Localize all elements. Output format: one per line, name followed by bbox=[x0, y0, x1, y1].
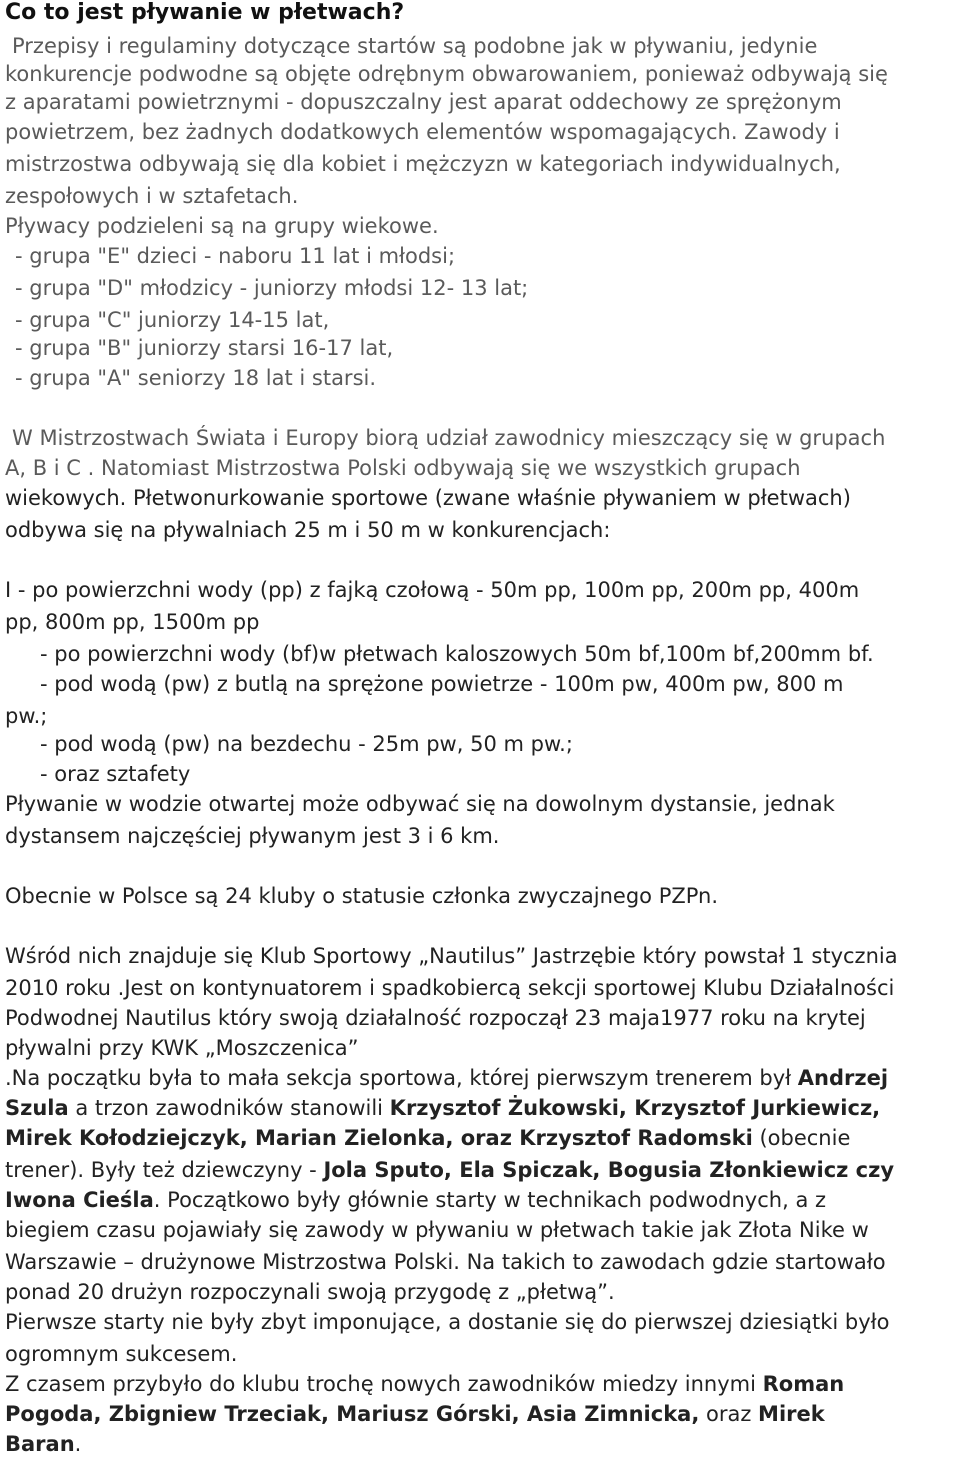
person-name: Szula bbox=[5, 1096, 69, 1120]
history-text: . bbox=[74, 1432, 82, 1456]
championships-line: wiekowych. Płetwonurkowanie sportowe (zwane właśnie pływaniem w płetwach) bbox=[5, 486, 851, 510]
history-line: biegiem czasu pojawiały się zawody w pływaniu w płetwach takie jak Złota Nike w bbox=[5, 1218, 869, 1242]
history-text: . Początkowo były głównie starty w technikach podwodnych, a z bbox=[153, 1188, 827, 1212]
history-line bbox=[5, 1372, 844, 1396]
history-text: Z czasem przybyło do klubu trochę nowych zawodników miedzy innymi bbox=[5, 1372, 763, 1396]
history-text: (obecnie bbox=[752, 1126, 851, 1150]
history-line bbox=[5, 1432, 81, 1456]
open-water-line: Pływanie w wodzie otwartej może odbywać się na dowolnym dystansie, jednak bbox=[5, 792, 835, 816]
nautilus-line: pływalni przy KWK „Moszczenica” bbox=[5, 1036, 359, 1060]
intro-line: powietrzem, bez żadnych dodatkowych elementów wspomagających. Zawody i bbox=[5, 120, 840, 144]
person-names: Jola Sputo, Ela Spiczak, Bogusia Złonkiewicz czy bbox=[323, 1158, 895, 1182]
intro-line: Przepisy i regulaminy dotyczące startów są podobne jak w pływaniu, jedynie bbox=[12, 34, 818, 58]
nautilus-line: 2010 roku .Jest on kontynuatorem i spadkobiercą sekcji sportowej Klubu Działalności bbox=[5, 976, 895, 1000]
page-title: Co to jest pływanie w płetwach? bbox=[5, 0, 405, 25]
clubs-paragraph: Obecnie w Polsce są 24 kluby o statusie członka zwyczajnego PZPn. bbox=[5, 884, 719, 908]
nautilus-line: Wśród nich znajduje się Klub Sportowy „Nautilus” Jastrzębie który powstał 1 stycznia bbox=[5, 944, 898, 968]
competition-line: - pod wodą (pw) z butlą na sprężone powietrze - 100m pw, 400m pw, 800 m bbox=[40, 672, 844, 696]
person-name: Mirek bbox=[758, 1402, 825, 1426]
history-text: trener). Były też dziewczyny - bbox=[5, 1158, 324, 1182]
history-line bbox=[5, 1126, 850, 1150]
person-name: Baran bbox=[5, 1432, 75, 1456]
open-water-line: dystansem najczęściej pływanym jest 3 i 6 km. bbox=[5, 824, 500, 848]
competition-line: I - po powierzchni wody (pp) z fajką czołową - 50m pp, 100m pp, 200m pp, 400m bbox=[5, 578, 860, 602]
history-text: oraz bbox=[699, 1402, 759, 1426]
history-line bbox=[5, 1402, 825, 1426]
intro-line: Pływacy podzieleni są na grupy wiekowe. bbox=[5, 214, 439, 238]
age-group-item: - grupa "E" dzieci - naboru 11 lat i młodsi; bbox=[15, 244, 456, 268]
person-name: Iwona Cieśla bbox=[5, 1188, 154, 1212]
championships-line: W Mistrzostwach Świata i Europy biorą udział zawodnicy mieszczący się w grupach bbox=[12, 426, 886, 450]
competition-line: - po powierzchni wody (bf)w płetwach kaloszowych 50m bf,100m bf,200mm bf. bbox=[40, 642, 874, 666]
history-text: .Na początku była to mała sekcja sportowa, której pierwszym trenerem był bbox=[5, 1066, 798, 1090]
person-name: Roman bbox=[762, 1372, 845, 1396]
competition-line: - oraz sztafety bbox=[40, 762, 191, 786]
person-names: Mirek Kołodziejczyk, Marian Zielonka, oraz Krzysztof Radomski bbox=[5, 1126, 753, 1150]
history-line: ponad 20 drużyn rozpoczynali swoją przygodę z „płetwą”. bbox=[5, 1280, 615, 1304]
age-group-item: - grupa "C" juniorzy 14-15 lat, bbox=[15, 308, 330, 332]
age-group-item: - grupa "A" seniorzy 18 lat i starsi. bbox=[15, 366, 377, 390]
intro-line: konkurencje podwodne są objęte odrębnym obwarowaniem, ponieważ odbywają się bbox=[5, 62, 888, 86]
intro-line: mistrzostwa odbywają się dla kobiet i mężczyzn w kategoriach indywidualnych, bbox=[5, 152, 841, 176]
history-line bbox=[5, 1188, 826, 1212]
history-line: Pierwsze starty nie były zbyt imponujące, a dostanie się do pierwszej dziesiątki było bbox=[5, 1310, 890, 1334]
history-text: a trzon zawodników stanowili bbox=[68, 1096, 390, 1120]
competition-line: - pod wodą (pw) na bezdechu - 25m pw, 50 m pw.; bbox=[40, 732, 573, 756]
nautilus-line: Podwodnej Nautilus który swoją działalność rozpoczął 23 maja1977 roku na krytej bbox=[5, 1006, 866, 1030]
championships-line: odbywa się na pływalniach 25 m i 50 m w konkurencjach: bbox=[5, 518, 611, 542]
competition-line: pw.; bbox=[5, 704, 48, 728]
person-names: Pogoda, Zbigniew Trzeciak, Mariusz Górski, Asia Zimnicka, bbox=[5, 1402, 700, 1426]
history-line bbox=[5, 1066, 888, 1090]
intro-line: z aparatami powietrznymi - dopuszczalny jest aparat oddechowy ze sprężonym bbox=[5, 90, 842, 114]
competition-line: pp, 800m pp, 1500m pp bbox=[5, 610, 260, 634]
history-line: ogromnym sukcesem. bbox=[5, 1342, 238, 1366]
history-line bbox=[5, 1096, 880, 1120]
championships-line: A, B i C . Natomiast Mistrzostwa Polski odbywają się we wszystkich grupach bbox=[5, 456, 801, 480]
age-group-item: - grupa "D" młodzicy - juniorzy młodsi 12- 13 lat; bbox=[15, 276, 529, 300]
intro-line: zespołowych i w sztafetach. bbox=[5, 184, 299, 208]
history-line bbox=[5, 1158, 894, 1182]
history-line: Warszawie – drużynowe Mistrzostwa Polski. Na takich to zawodach gdzie startowało bbox=[5, 1250, 886, 1274]
age-group-item: - grupa "B" juniorzy starsi 16-17 lat, bbox=[15, 336, 394, 360]
person-name: Andrzej bbox=[797, 1066, 889, 1090]
person-names: Krzysztof Żukowski, Krzysztof Jurkiewicz, bbox=[389, 1096, 881, 1120]
